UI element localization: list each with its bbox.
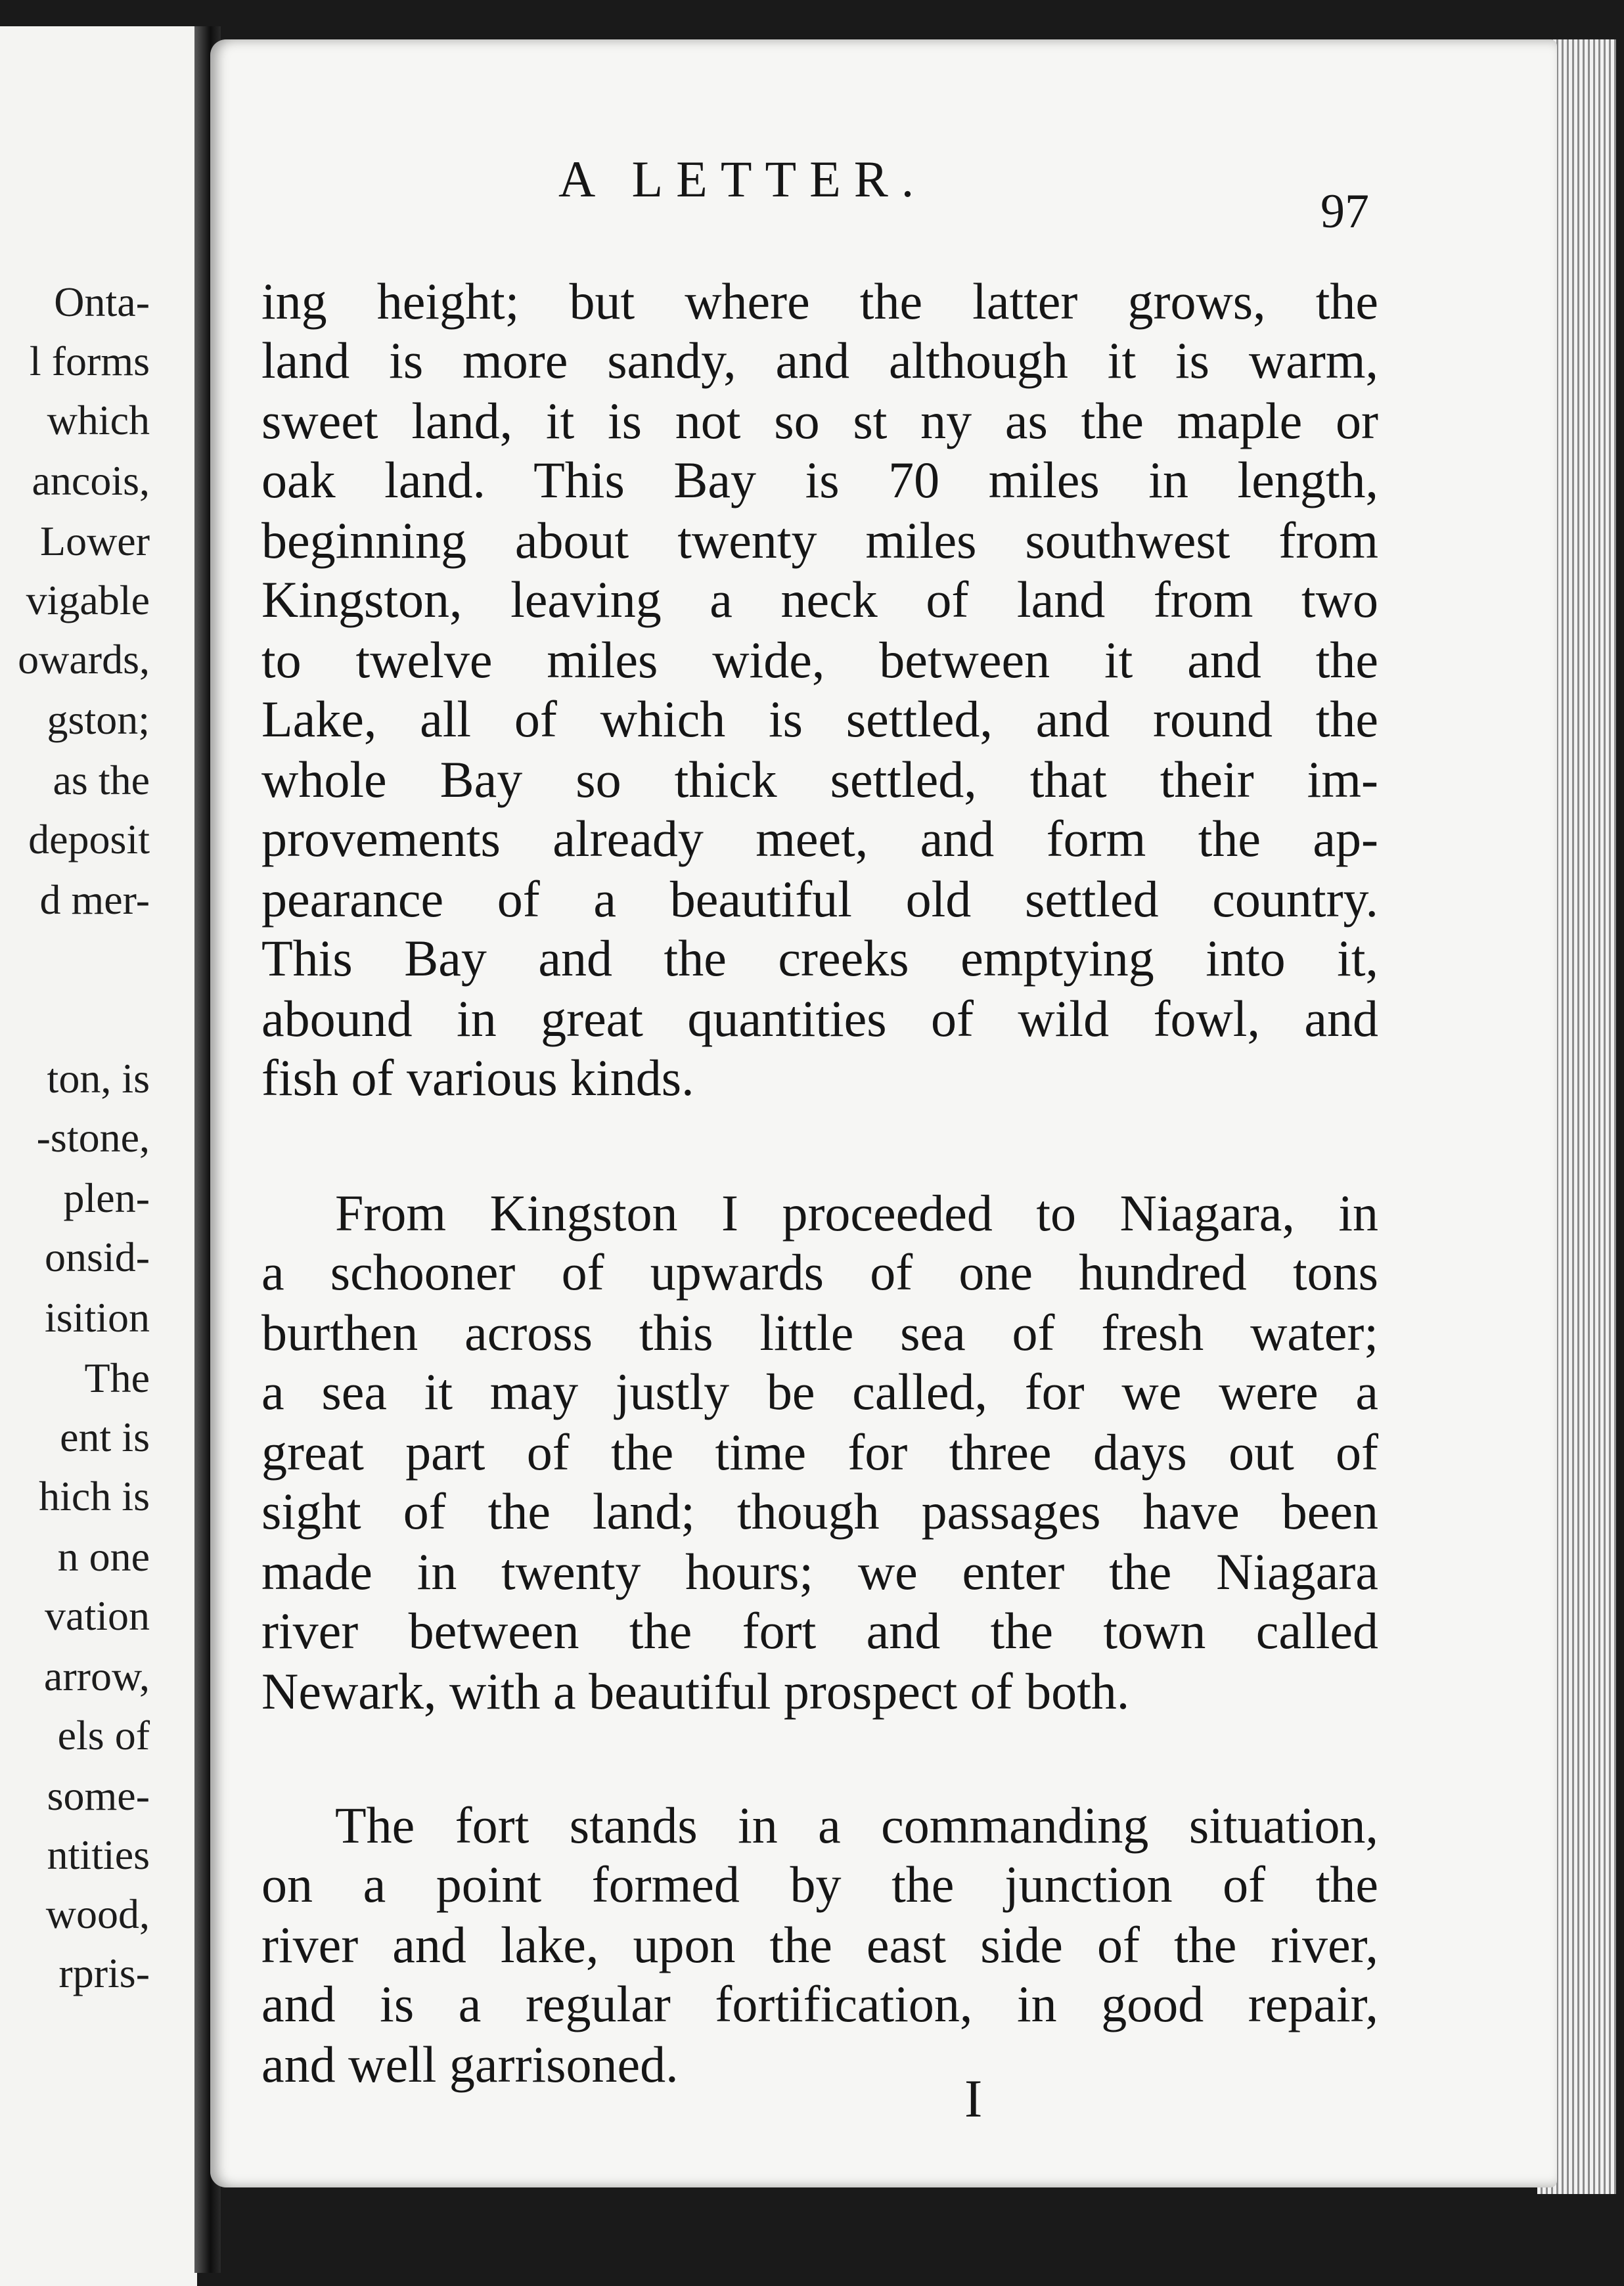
text-line: sight of the land; though passages have been <box>261 1483 1378 1540</box>
text-line: The fort stands in a commanding situation, <box>335 1797 1378 1854</box>
left-page-fragment: ancois, <box>32 457 150 504</box>
left-page-fragment: vigable <box>26 577 150 623</box>
text-line: a sea it may justly be called, for we were a <box>261 1363 1378 1420</box>
text-line: burthen across this little sea of fresh water; <box>261 1304 1378 1361</box>
left-page-fragment: gston; <box>47 696 150 743</box>
left-page-fragment: deposit <box>28 816 150 863</box>
text-line: Newark, with a beautiful prospect of both. <box>261 1663 1130 1720</box>
text-line: provements already meet, and form the ap- <box>261 810 1378 867</box>
text-line: land is more sandy, and although it is warm, <box>261 332 1378 389</box>
text-line: sweet land, it is not so st ny as the maple or <box>261 392 1378 449</box>
text-line: abound in great quantities of wild fowl, and <box>261 990 1378 1047</box>
left-page-fragment: isition <box>44 1294 150 1341</box>
left-page-fragment: onsid- <box>45 1234 150 1280</box>
left-page-fragment: d mer- <box>39 876 150 923</box>
page-number: 97 <box>1320 185 1369 238</box>
text-line: and well garrisoned. <box>261 2036 679 2093</box>
left-page-fragment: some- <box>47 1772 150 1819</box>
left-page-fragment: which <box>47 397 150 443</box>
left-page-fragment: owards, <box>18 636 150 683</box>
left-page-fragment: -stone, <box>36 1114 150 1161</box>
text-line: on a point formed by the junction of the <box>261 1856 1378 1913</box>
left-page-fragment: Lower <box>39 518 150 564</box>
text-line: a schooner of upwards of one hundred tons <box>261 1244 1378 1301</box>
left-page-fragment: Onta- <box>54 279 150 325</box>
left-page-fragment: vation <box>45 1592 150 1639</box>
left-page-fragment: els of <box>57 1712 150 1759</box>
left-page-fragment: ntities <box>47 1831 150 1878</box>
left-page-fragment: hich is <box>39 1473 150 1519</box>
signature-mark: I <box>964 2069 983 2128</box>
text-line: beginning about twenty miles southwest from <box>261 512 1378 569</box>
left-page-fragment: ent is <box>60 1414 150 1460</box>
text-line: Lake, all of which is settled, and round the <box>261 690 1378 748</box>
left-page-fragment: l forms <box>29 338 150 384</box>
left-page-fragment: rpris- <box>58 1950 150 1996</box>
left-page-fragment: plen- <box>63 1175 150 1221</box>
left-page-fragment: as the <box>53 757 150 803</box>
left-page <box>0 26 197 2286</box>
text-line: fish of various kinds. <box>261 1049 694 1106</box>
left-page-fragment: wood, <box>45 1891 150 1937</box>
running-title: A LETTER. <box>558 150 928 208</box>
text-line: great part of the time for three days out of <box>261 1423 1378 1481</box>
text-line: This Bay and the creeks emptying into it, <box>261 930 1378 987</box>
left-page-fragment: The <box>84 1355 150 1401</box>
text-line: river and lake, upon the east side of the river, <box>261 1916 1378 1973</box>
text-line: whole Bay so thick settled, that their im- <box>261 751 1378 808</box>
text-line: to twelve miles wide, between it and the <box>261 631 1378 688</box>
text-line: oak land. This Bay is 70 miles in length, <box>261 451 1378 508</box>
left-page-fragment: ton, is <box>47 1055 150 1102</box>
left-page-fragment: n one <box>57 1533 150 1580</box>
text-line: and is a regular fortification, in good repair, <box>261 1975 1378 2032</box>
text-line: Kingston, leaving a neck of land from two <box>261 571 1378 628</box>
text-line: made in twenty hours; we enter the Niagara <box>261 1543 1378 1600</box>
text-line: From Kingston I proceeded to Niagara, in <box>335 1184 1378 1242</box>
text-line: pearance of a beautiful old settled country. <box>261 870 1378 928</box>
left-page-fragment: arrow, <box>43 1653 150 1699</box>
text-line: river between the fort and the town called <box>261 1602 1378 1659</box>
text-line: ing height; but where the latter grows, the <box>261 273 1378 330</box>
